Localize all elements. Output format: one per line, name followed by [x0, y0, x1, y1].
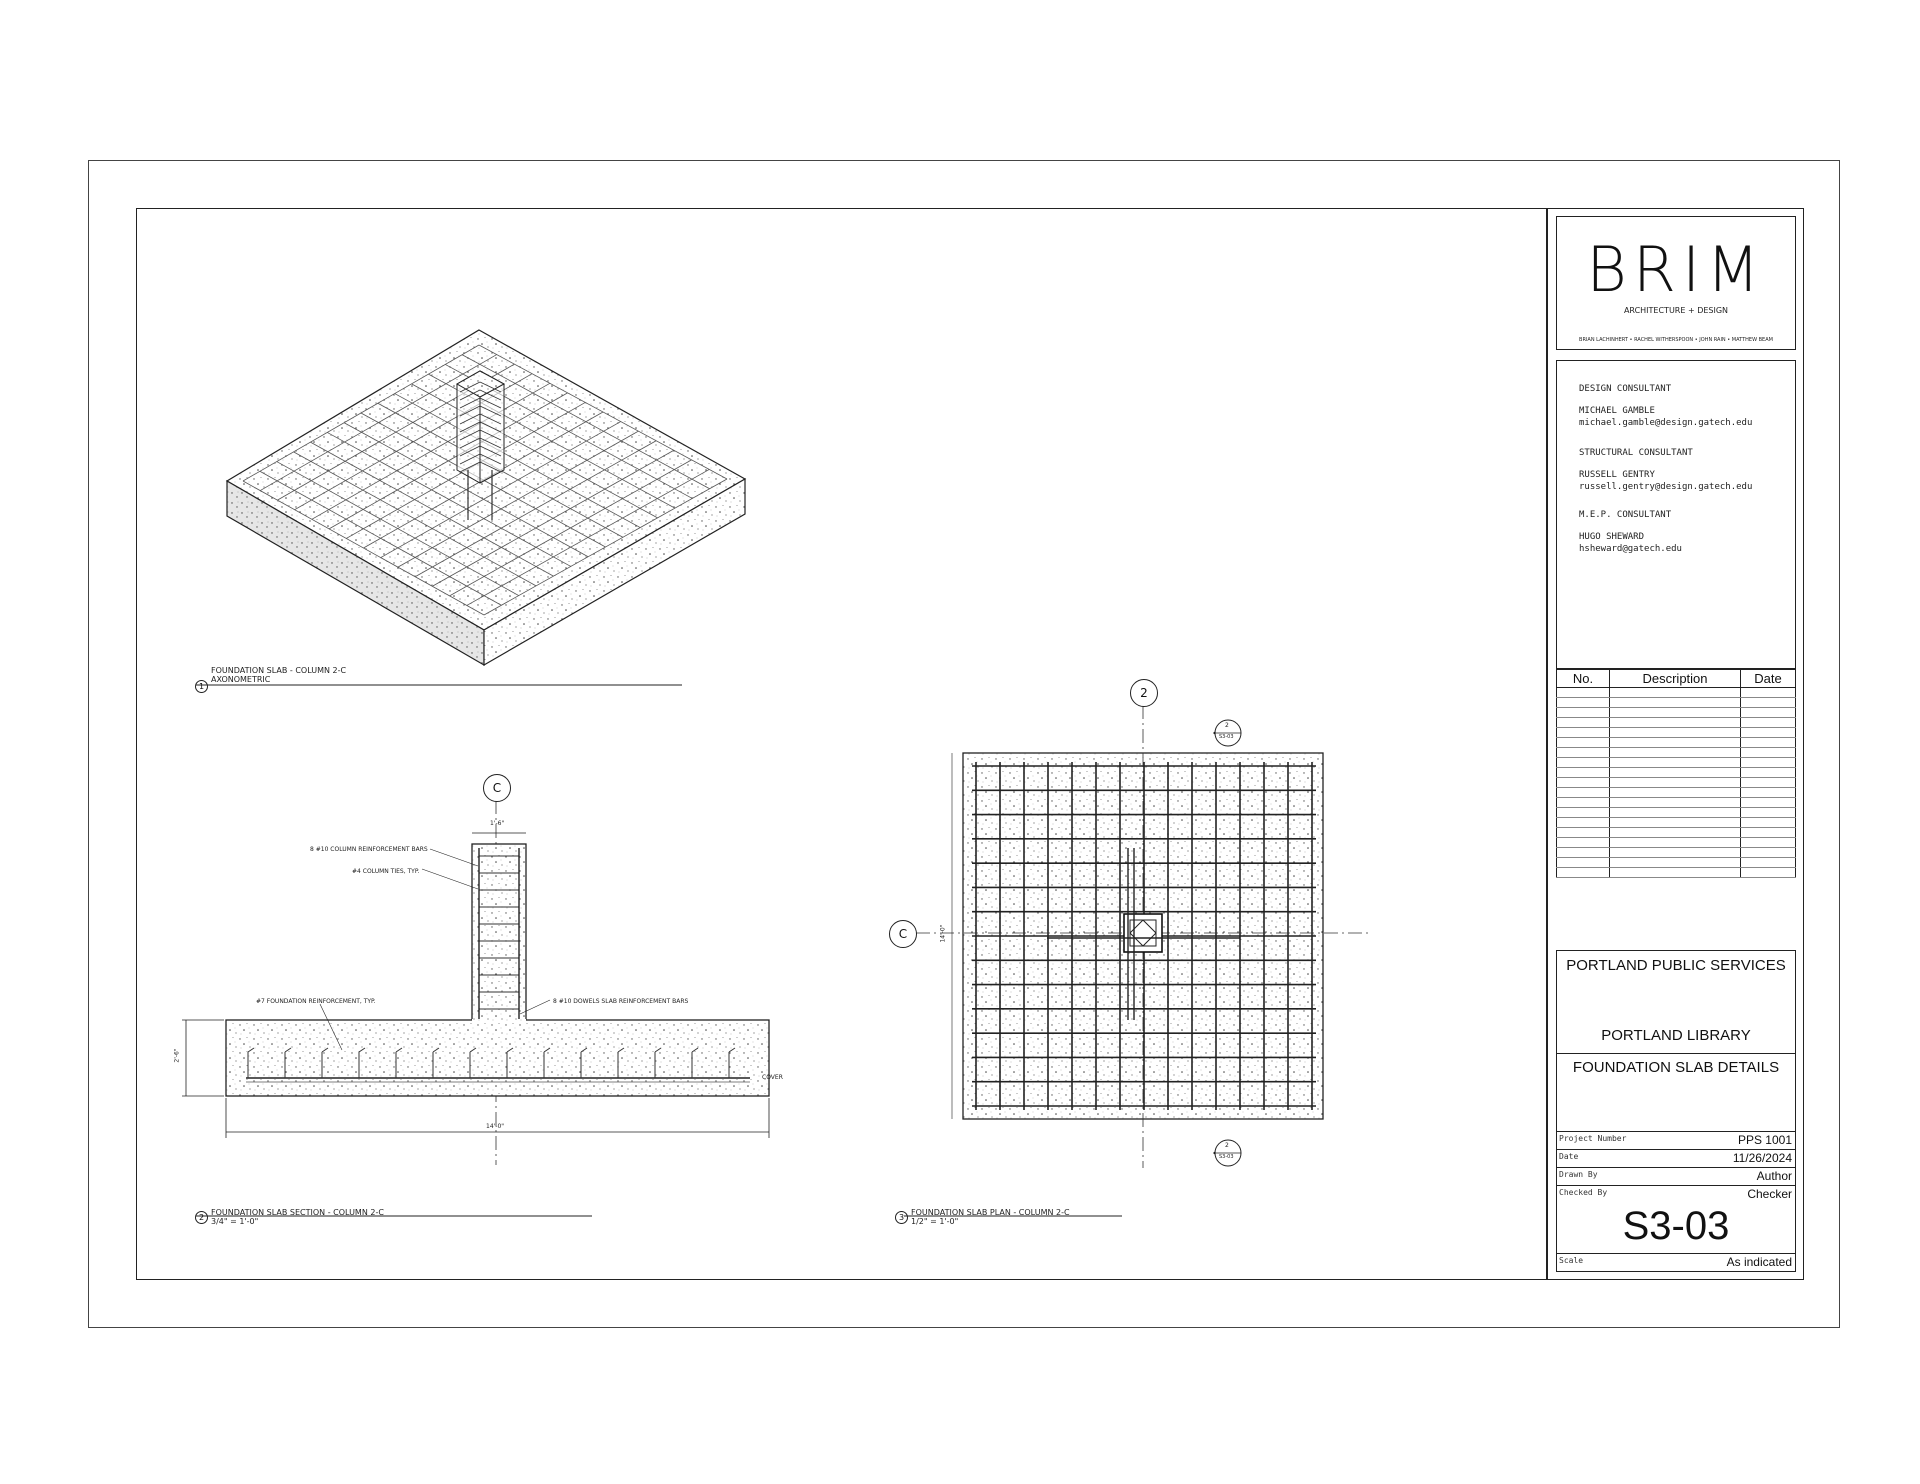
revision-row: [1557, 828, 1796, 838]
project-name: PORTLAND LIBRARY: [1601, 1027, 1751, 1044]
revision-row: [1557, 728, 1796, 738]
meta-date: Date 11/26/2024: [1557, 1149, 1795, 1168]
plan-dim-left-label: 14'-0": [939, 924, 947, 943]
revision-row: [1557, 858, 1796, 868]
consultant-email: michael.gamble@design.gatech.edu: [1579, 418, 1753, 428]
consultants-box: [1556, 360, 1796, 670]
consultant-role: M.E.P. CONSULTANT: [1579, 510, 1672, 520]
revision-row: [1557, 818, 1796, 828]
section-col-width-dim: 1'-6": [490, 820, 505, 827]
revision-row: [1557, 868, 1796, 878]
title-block-divider: [1546, 208, 1548, 1280]
consultant-name: MICHAEL GAMBLE: [1579, 406, 1655, 416]
meta-checked-by: Checked By Checker S3-03: [1557, 1185, 1795, 1254]
revision-row: [1557, 808, 1796, 818]
consultant-block-2: [1579, 447, 1752, 493]
plan-marker-bottom-sheet: S3-03: [1219, 1154, 1234, 1160]
section-grid-bubble: C: [483, 774, 511, 802]
meta-project-number: Project Number PPS 1001: [1557, 1131, 1795, 1150]
plan-marker-top-sheet: S3-03: [1219, 734, 1234, 740]
meta-drawn-by: Drawn By Author: [1557, 1167, 1795, 1186]
plan-view: [916, 705, 1370, 1168]
view1-subtitle: AXONOMETRIC: [211, 675, 271, 684]
project-title-box: [1556, 950, 1796, 1272]
consultant-name: HUGO SHEWARD: [1579, 532, 1645, 542]
consultant-role: DESIGN CONSULTANT: [1579, 384, 1672, 394]
revision-row: [1557, 778, 1796, 788]
plan-marker-top-num: 2: [1225, 722, 1229, 729]
section-slab: [226, 1020, 769, 1096]
view2-subtitle: 3/4" = 1'-0": [211, 1217, 259, 1226]
rev-header-date: Date: [1741, 669, 1796, 688]
rev-header-description: Description: [1610, 669, 1741, 688]
revision-row: [1557, 838, 1796, 848]
revision-row: [1557, 788, 1796, 798]
plan-grid-bubble-c: C: [889, 920, 917, 948]
consultant-email: russell.gentry@design.gatech.edu: [1579, 482, 1753, 492]
rev-header-no: No.: [1557, 669, 1610, 688]
revision-row: [1557, 718, 1796, 728]
revision-row: [1557, 688, 1796, 698]
consultant-role: STRUCTURAL CONSULTANT: [1579, 448, 1693, 458]
view3-subtitle: 1/2" = 1'-0": [911, 1217, 959, 1226]
logo-box: [1556, 216, 1796, 350]
view1-number: 1: [195, 680, 208, 693]
firm-tagline: ARCHITECTURE + DESIGN: [1623, 306, 1729, 315]
section-slab-width-dim: 14'-0": [486, 1123, 505, 1130]
view1-title: FOUNDATION SLAB - COLUMN 2-C: [211, 666, 347, 675]
section-column: [472, 844, 526, 1020]
client-name: PORTLAND PUBLIC SERVICES: [1566, 957, 1786, 974]
section-view: [182, 800, 769, 1165]
revision-row: [1557, 698, 1796, 708]
revision-row: [1557, 758, 1796, 768]
revision-table: [1556, 668, 1796, 938]
revision-row: [1557, 848, 1796, 858]
consultant-block-3: [1579, 509, 1682, 555]
revision-row: [1557, 768, 1796, 778]
section-slab-depth-dim: 2'-6": [173, 1048, 181, 1063]
axonometric-view: [227, 330, 745, 665]
note-column-bars: 8 #10 COLUMN REINFORCEMENT BARS: [310, 846, 428, 853]
consultant-block-1: [1579, 383, 1752, 429]
note-foundation-reinforcement: #7 FOUNDATION REINFORCEMENT, TYP.: [256, 998, 376, 1005]
consultant-email: hsheward@gatech.edu: [1579, 544, 1682, 554]
sheet-title: FOUNDATION SLAB DETAILS: [1572, 1059, 1780, 1076]
firm-team: BRIAN LACHINHERT • RACHEL WITHERSPOON • JOHN RAIN • MATTHEW BEAM: [1579, 337, 1773, 343]
note-cover: COVER: [762, 1074, 783, 1081]
plan-marker-bottom-num: 2: [1225, 1142, 1229, 1149]
plan-grid-bubble-2: 2: [1130, 679, 1158, 707]
revision-row: [1557, 738, 1796, 748]
meta-scale: Scale As indicated: [1557, 1253, 1795, 1272]
note-dowels: 8 #10 DOWELS SLAB REINFORCEMENT BARS: [553, 998, 689, 1005]
revision-row: [1557, 708, 1796, 718]
firm-logo: BRIM: [1586, 233, 1766, 306]
revision-row: [1557, 798, 1796, 808]
revision-row: [1557, 748, 1796, 758]
sheet-number: S3-03: [1622, 1204, 1730, 1248]
note-column-ties: #4 COLUMN TIES, TYP.: [352, 868, 420, 875]
view3-number: 3: [895, 1211, 908, 1224]
consultant-name: RUSSELL GENTRY: [1579, 470, 1655, 480]
view3-title: FOUNDATION SLAB PLAN - COLUMN 2-C: [911, 1208, 1070, 1217]
view2-title: FOUNDATION SLAB SECTION - COLUMN 2-C: [211, 1208, 384, 1217]
view2-number: 2: [195, 1211, 208, 1224]
